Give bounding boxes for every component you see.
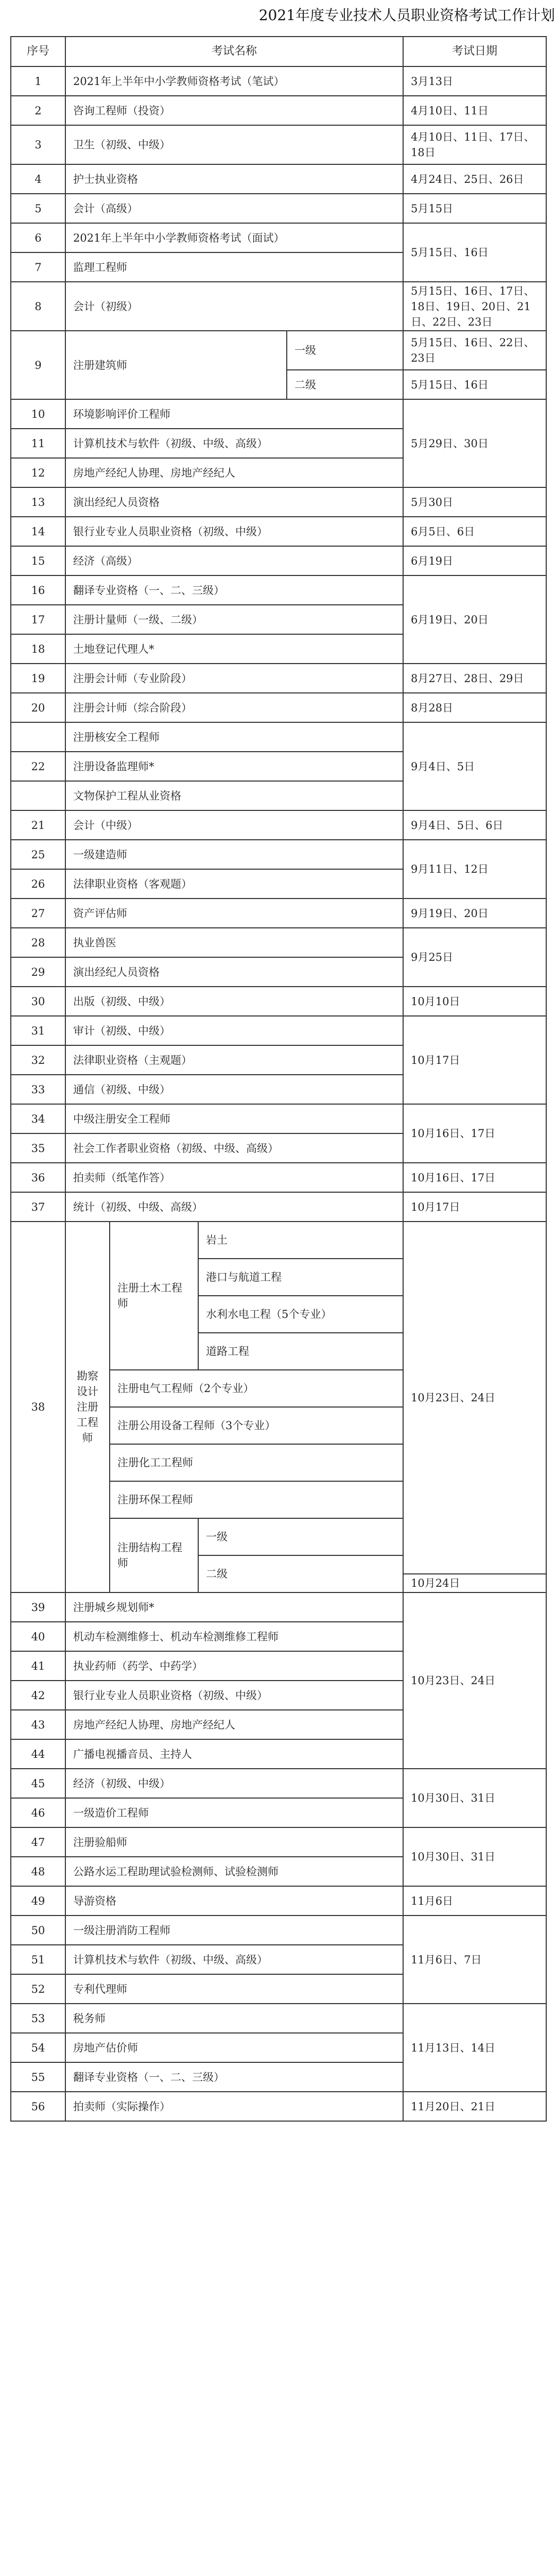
exam-name: 会计（初级）	[65, 282, 403, 331]
exam-specialty: 岩土	[198, 1222, 403, 1259]
exam-specialty: 道路工程	[198, 1333, 403, 1370]
table-row	[11, 1222, 546, 1259]
exam-date: 10月30日、31日	[403, 1827, 546, 1886]
exam-name: 2021年上半年中小学教师资格考试（笔试）	[65, 66, 403, 96]
row-number: 44	[11, 1739, 65, 1769]
exam-date: 11月6日	[403, 1886, 546, 1916]
exam-name: 注册核安全工程师	[65, 722, 403, 752]
header-name: 考试名称	[65, 37, 403, 66]
table-row	[11, 840, 546, 869]
exam-name: 卫生（初级、中级）	[65, 125, 403, 164]
exam-level: 一级	[198, 1518, 403, 1555]
row-number: 48	[11, 1857, 65, 1886]
row-number: 3	[11, 125, 65, 164]
row-number	[11, 781, 65, 810]
exam-date: 11月6日、7日	[403, 1916, 546, 2004]
exam-date: 11月13日、14日	[403, 2004, 546, 2092]
exam-date: 5月15日、16日、17日、18日、19日、20日、21日、22日、23日	[403, 282, 546, 331]
exam-name: 注册设备监理师*	[65, 752, 403, 781]
exam-group: 注册结构工程师	[110, 1518, 198, 1592]
row-number: 15	[11, 546, 65, 575]
exam-date: 4月10日、11日	[403, 96, 546, 125]
row-number: 50	[11, 1916, 65, 1945]
exam-name: 法律职业资格（主观题）	[65, 1045, 403, 1075]
exam-date: 5月29日、30日	[403, 399, 546, 487]
table-row	[11, 1104, 546, 1133]
row-number: 46	[11, 1798, 65, 1827]
exam-date: 8月28日	[403, 693, 546, 722]
exam-group: 注册公用设备工程师（3个专业）	[110, 1407, 403, 1444]
header-seq: 序号	[11, 37, 65, 66]
exam-name: 2021年上半年中小学教师资格考试（面试）	[65, 223, 403, 252]
table-row	[11, 1163, 546, 1192]
exam-date: 9月4日、5日、6日	[403, 810, 546, 840]
exam-date: 6月19日、20日	[403, 575, 546, 664]
table-row	[11, 517, 546, 546]
row-number: 32	[11, 1045, 65, 1075]
row-number: 51	[11, 1945, 65, 1974]
exam-name: 计算机技术与软件（初级、中级、高级）	[65, 1945, 403, 1974]
row-number: 52	[11, 1974, 65, 2004]
exam-date: 10月17日	[403, 1016, 546, 1104]
exam-name: 环境影响评价工程师	[65, 399, 403, 429]
row-number: 29	[11, 957, 65, 987]
exam-level: 二级	[198, 1555, 403, 1592]
table-row	[11, 1016, 546, 1045]
exam-name: 拍卖师（实际操作）	[65, 2092, 403, 2121]
table-row	[11, 1886, 546, 1916]
exam-group: 注册环保工程师	[110, 1481, 403, 1518]
exam-name: 公路水运工程助理试验检测师、试验检测师	[65, 1857, 403, 1886]
exam-date: 9月4日、5日	[403, 722, 546, 810]
exam-name: 房地产估价师	[65, 2033, 403, 2062]
exam-name: 注册城乡规划师*	[65, 1592, 403, 1622]
exam-date: 10月17日	[403, 1192, 546, 1222]
row-number: 28	[11, 928, 65, 957]
row-number: 9	[11, 331, 65, 399]
table-row	[11, 194, 546, 223]
row-number: 45	[11, 1769, 65, 1798]
exam-date: 3月13日	[403, 66, 546, 96]
exam-name: 经济（高级）	[65, 546, 403, 575]
row-number: 39	[11, 1592, 65, 1622]
exam-date: 5月15日、16日、22日、23日	[403, 331, 546, 370]
row-number: 8	[11, 282, 65, 331]
exam-date: 10月10日	[403, 987, 546, 1016]
exam-name: 社会工作者职业资格（初级、中级、高级）	[65, 1133, 403, 1163]
exam-date: 10月30日、31日	[403, 1769, 546, 1827]
exam-name: 会计（中级）	[65, 810, 403, 840]
exam-name: 导游资格	[65, 1886, 403, 1916]
exam-date: 8月27日、28日、29日	[403, 664, 546, 693]
row-number: 38	[11, 1222, 65, 1592]
exam-date: 10月16日、17日	[403, 1104, 546, 1163]
row-number: 55	[11, 2062, 65, 2092]
table-row	[11, 575, 546, 605]
exam-name: 拍卖师（纸笔作答）	[65, 1163, 403, 1192]
row-number: 1	[11, 66, 65, 96]
exam-date: 5月15日、16日	[403, 223, 546, 282]
row-number: 35	[11, 1133, 65, 1163]
exam-name: 法律职业资格（客观题）	[65, 869, 403, 899]
row-number: 43	[11, 1710, 65, 1739]
exam-category: 勘察设计注册工程师	[65, 1222, 110, 1592]
exam-date: 10月23日、24日	[403, 1592, 546, 1769]
table-row	[11, 125, 546, 164]
exam-name: 房地产经纪人协理、房地产经纪人	[65, 1710, 403, 1739]
table-row	[11, 722, 546, 752]
table-row	[11, 899, 546, 928]
exam-name: 中级注册安全工程师	[65, 1104, 403, 1133]
row-number: 10	[11, 399, 65, 429]
row-number: 20	[11, 693, 65, 722]
table-row	[11, 1827, 546, 1857]
exam-name: 一级造价工程师	[65, 1798, 403, 1827]
exam-name: 监理工程师	[65, 252, 403, 282]
exam-group: 注册化工工程师	[110, 1444, 403, 1481]
table-header-row	[11, 37, 546, 66]
exam-date: 6月5日、6日	[403, 517, 546, 546]
exam-name: 翻译专业资格（一、二、三级）	[65, 2062, 403, 2092]
row-number: 7	[11, 252, 65, 282]
table-row	[11, 96, 546, 125]
table-row	[11, 1769, 546, 1798]
exam-level: 一级	[287, 331, 403, 370]
row-number: 30	[11, 987, 65, 1016]
exam-name: 咨询工程师（投资）	[65, 96, 403, 125]
exam-name: 演出经纪人员资格	[65, 957, 403, 987]
table-row	[11, 282, 546, 331]
row-number: 41	[11, 1651, 65, 1681]
exam-name: 统计（初级、中级、高级）	[65, 1192, 403, 1222]
row-number: 42	[11, 1681, 65, 1710]
exam-date: 11月20日、21日	[403, 2092, 546, 2121]
row-number: 25	[11, 840, 65, 869]
table-row	[11, 546, 546, 575]
row-number: 21	[11, 810, 65, 840]
exam-date: 10月23日、24日	[403, 1222, 546, 1574]
exam-name: 文物保护工程从业资格	[65, 781, 403, 810]
exam-specialty: 水利水电工程（5个专业）	[198, 1296, 403, 1333]
exam-name: 出版（初级、中级）	[65, 987, 403, 1016]
exam-date: 10月16日、17日	[403, 1163, 546, 1192]
row-number: 26	[11, 869, 65, 899]
table-row	[11, 2004, 546, 2033]
exam-date: 5月30日	[403, 487, 546, 517]
exam-name: 注册会计师（专业阶段）	[65, 664, 403, 693]
row-number: 36	[11, 1163, 65, 1192]
exam-date: 6月19日	[403, 546, 546, 575]
exam-date: 4月24日、25日、26日	[403, 164, 546, 194]
row-number: 54	[11, 2033, 65, 2062]
row-number: 6	[11, 223, 65, 252]
row-number: 47	[11, 1827, 65, 1857]
exam-name: 注册会计师（综合阶段）	[65, 693, 403, 722]
exam-date: 10月24日	[403, 1574, 546, 1592]
exam-level: 二级	[287, 370, 403, 399]
row-number: 34	[11, 1104, 65, 1133]
exam-group: 注册电气工程师（2个专业）	[110, 1370, 403, 1407]
table-row	[11, 928, 546, 957]
table-row	[11, 1192, 546, 1222]
exam-specialty: 港口与航道工程	[198, 1259, 403, 1296]
exam-name: 审计（初级、中级）	[65, 1016, 403, 1045]
row-number: 17	[11, 605, 65, 634]
row-number: 2	[11, 96, 65, 125]
header-date: 考试日期	[403, 37, 546, 66]
page-title: 2021年度专业技术人员职业资格考试工作计划	[258, 7, 555, 24]
row-number: 53	[11, 2004, 65, 2033]
table-row	[11, 331, 546, 370]
exam-name: 广播电视播音员、主持人	[65, 1739, 403, 1769]
exam-name: 经济（初级、中级）	[65, 1769, 403, 1798]
row-number: 14	[11, 517, 65, 546]
exam-name: 土地登记代理人*	[65, 634, 403, 664]
row-number: 5	[11, 194, 65, 223]
exam-name: 一级建造师	[65, 840, 403, 869]
row-number: 33	[11, 1075, 65, 1104]
row-number: 13	[11, 487, 65, 517]
exam-date: 9月11日、12日	[403, 840, 546, 899]
exam-date: 9月19日、20日	[403, 899, 546, 928]
exam-name: 执业兽医	[65, 928, 403, 957]
row-number	[11, 722, 65, 752]
row-number: 27	[11, 899, 65, 928]
exam-name: 资产评估师	[65, 899, 403, 928]
table-row	[11, 693, 546, 722]
exam-name: 执业药师（药学、中药学）	[65, 1651, 403, 1681]
exam-name: 税务师	[65, 2004, 403, 2033]
row-number: 19	[11, 664, 65, 693]
exam-name: 房地产经纪人协理、房地产经纪人	[65, 458, 403, 487]
table-row	[11, 664, 546, 693]
exam-schedule-table	[10, 36, 547, 2122]
exam-name: 通信（初级、中级）	[65, 1075, 403, 1104]
exam-name: 注册建筑师	[65, 331, 287, 399]
exam-name: 护士执业资格	[65, 164, 403, 194]
exam-name: 计算机技术与软件（初级、中级、高级）	[65, 429, 403, 458]
table-row	[11, 164, 546, 194]
table-row	[11, 810, 546, 840]
table-row	[11, 66, 546, 96]
row-number: 40	[11, 1622, 65, 1651]
row-number: 22	[11, 752, 65, 781]
table-row	[11, 1916, 546, 1945]
exam-name: 一级注册消防工程师	[65, 1916, 403, 1945]
row-number: 37	[11, 1192, 65, 1222]
exam-date: 5月15日、16日	[403, 370, 546, 399]
row-number: 4	[11, 164, 65, 194]
exam-name: 机动车检测维修士、机动车检测维修工程师	[65, 1622, 403, 1651]
exam-name: 专利代理师	[65, 1974, 403, 2004]
table-row	[11, 487, 546, 517]
row-number: 11	[11, 429, 65, 458]
row-number: 49	[11, 1886, 65, 1916]
exam-name: 翻译专业资格（一、二、三级）	[65, 575, 403, 605]
table-row	[11, 2092, 546, 2121]
exam-name: 会计（高级）	[65, 194, 403, 223]
exam-name: 注册计量师（一级、二级）	[65, 605, 403, 634]
exam-name: 注册验船师	[65, 1827, 403, 1857]
row-number: 16	[11, 575, 65, 605]
exam-date: 5月15日	[403, 194, 546, 223]
exam-name: 银行业专业人员职业资格（初级、中级）	[65, 517, 403, 546]
exam-group: 注册土木工程师	[110, 1222, 198, 1370]
table-row	[11, 223, 546, 252]
row-number: 18	[11, 634, 65, 664]
table-row	[11, 987, 546, 1016]
exam-name: 银行业专业人员职业资格（初级、中级）	[65, 1681, 403, 1710]
row-number: 56	[11, 2092, 65, 2121]
table-row	[11, 399, 546, 429]
table-row	[11, 1592, 546, 1622]
exam-date: 4月10日、11日、17日、18日	[403, 125, 546, 164]
row-number: 12	[11, 458, 65, 487]
row-number: 31	[11, 1016, 65, 1045]
exam-name: 演出经纪人员资格	[65, 487, 403, 517]
exam-date: 9月25日	[403, 928, 546, 987]
